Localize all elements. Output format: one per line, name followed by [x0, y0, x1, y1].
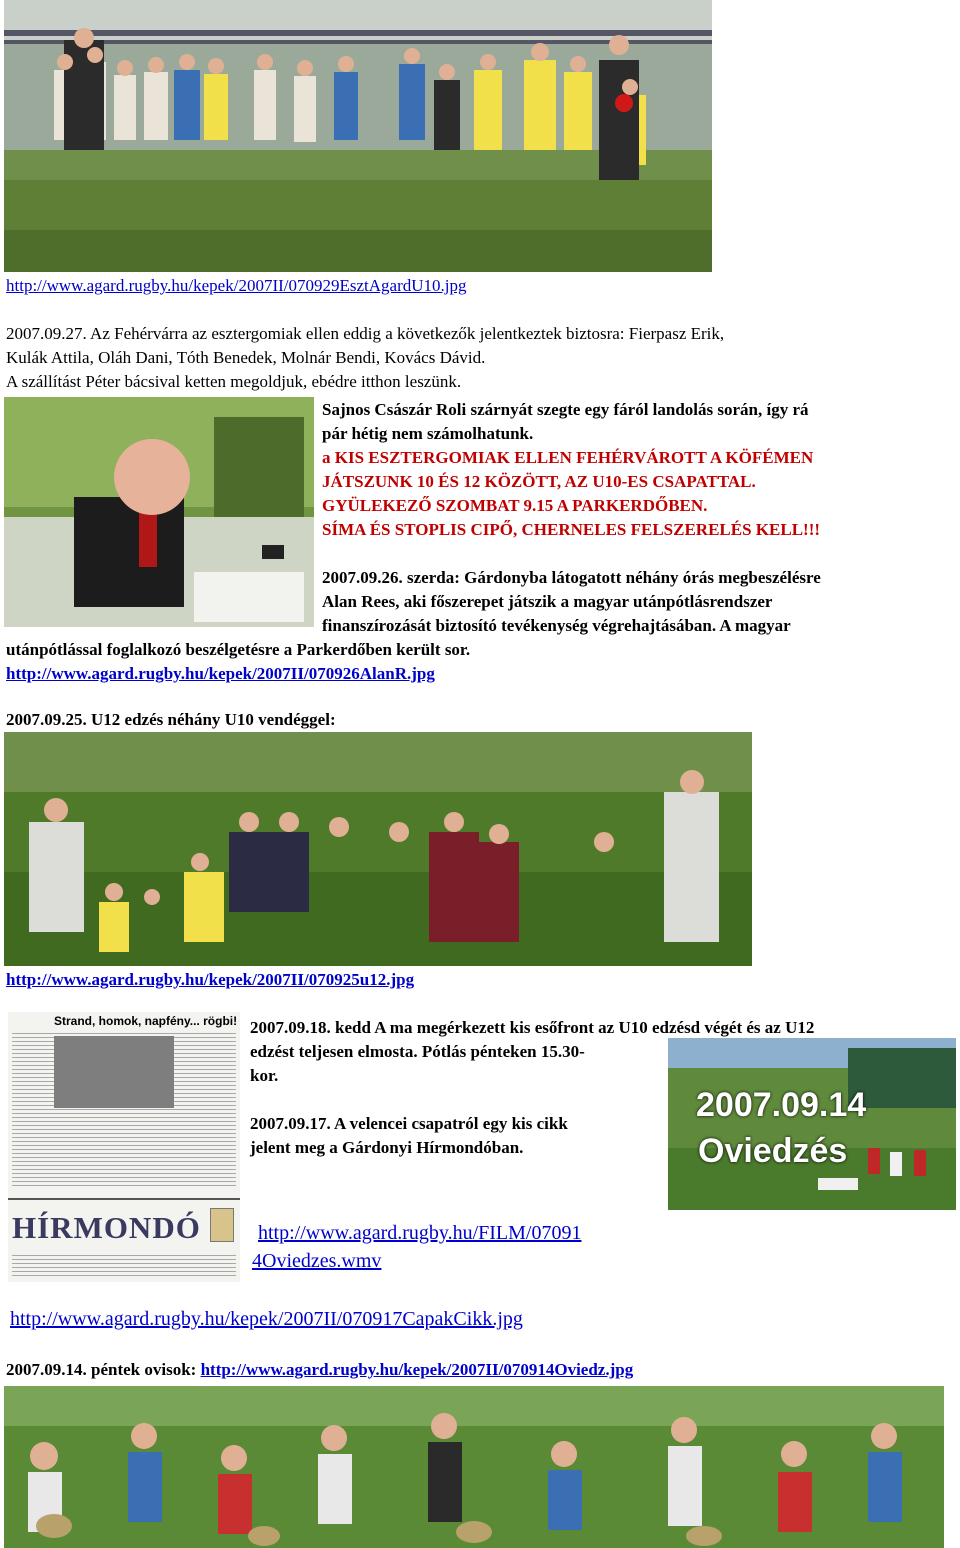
post-0927-line-2: Kulák Attila, Oláh Dani, Tóth Benedek, Molnár Bendi, Kovács Dávid.	[6, 348, 486, 367]
post-0914-link[interactable]: http://www.agard.rugby.hu/kepek/2007II/070914Oviedz.jpg	[200, 1360, 634, 1379]
newspaper-headline: Strand, homok, napfény... rögbi!	[54, 1014, 238, 1028]
newspaper-divider	[8, 1198, 240, 1200]
newspaper-photo	[54, 1036, 174, 1108]
newspaper-masthead: HÍRMONDÓ	[12, 1210, 201, 1245]
u10-team-photo-link[interactable]: http://www.agard.rugby.hu/kepek/2007II/070929EsztAgardU10.jpg	[6, 276, 467, 295]
post-0926-line-2: Alan Rees, aki főszerepet játszik a magyar utánpótlásrendszer	[322, 592, 773, 611]
post-0927-injury-line-1: Sajnos Császár Roli szárnyát szegte egy fáról landolás során, így rá	[322, 400, 809, 419]
post-0927-injury-line-2: pár hétig nem számolhatunk.	[322, 424, 534, 443]
alan-rees-photo	[4, 397, 314, 627]
post-0926-line-4: utánpótlással foglalkozó beszélgetésre a Parkerdőben került sor.	[6, 640, 471, 659]
post-0917-line-2: jelent meg a Gárdonyi Hírmondóban.	[250, 1138, 524, 1157]
post-0927-line-1: 2007.09.27. Az Fehérvárra az esztergomiak ellen eddig a következők jelentkeztek biztosra: Fierpasz Erik,	[6, 324, 725, 343]
post-0926-line-3: finanszírozását biztosító tevékenység végrehajtásában. A magyar	[322, 616, 791, 635]
crest-icon	[210, 1208, 234, 1242]
post-0914	[6, 1358, 633, 1382]
post-0927-announce-line-4: SÍMA ÉS STOPLIS CIPŐ, CHERNELES FELSZERELÉS KELL!!!	[322, 520, 821, 539]
film-link-line-1[interactable]: http://www.agard.rugby.hu/FILM/07091	[258, 1222, 582, 1244]
post-0918-line-1: 2007.09.18. kedd A ma megérkezett kis esőfront az U10 edzésd végét és az U12	[250, 1018, 815, 1037]
video-overlay-title: Oviedzés	[698, 1132, 848, 1170]
post-0926-link[interactable]: http://www.agard.rugby.hu/kepek/2007II/070926AlanR.jpg	[6, 664, 435, 683]
post-0925-heading: 2007.09.25. U12 edzés néhány U10 vendéggel:	[6, 710, 336, 729]
post-0927-announce-line-3: GYÜLEKEZŐ SZOMBAT 9.15 A PARKERDŐBEN.	[322, 496, 708, 515]
u10-team-photo	[4, 0, 712, 272]
newspaper-clipping	[8, 1012, 240, 1282]
film-link-line-2[interactable]: 4Oviedzes.wmv	[252, 1250, 382, 1272]
cikk-link[interactable]: http://www.agard.rugby.hu/kepek/2007II/070917CapakCikk.jpg	[10, 1308, 523, 1330]
oviedzes-video-still	[668, 1038, 956, 1210]
post-0925-link[interactable]: http://www.agard.rugby.hu/kepek/2007II/070925u12.jpg	[6, 970, 415, 989]
post-0918-line-3: kor.	[250, 1066, 279, 1085]
post-0918-line-2: edzést teljesen elmosta. Pótlás pénteken 15.30-	[250, 1042, 585, 1061]
post-0926-line-1: 2007.09.26. szerda: Gárdonyba látogatott néhány órás megbeszélésre	[322, 568, 821, 587]
u12-training-photo	[4, 732, 752, 966]
video-overlay-date: 2007.09.14	[696, 1086, 867, 1124]
post-0927-announce-line-2: JÁTSZUNK 10 ÉS 12 KÖZÖTT, AZ U10-ES CSAPATTAL.	[322, 472, 756, 491]
preschool-kids-photo	[4, 1386, 944, 1548]
post-0917-line-1: 2007.09.17. A velencei csapatról egy kis cikk	[250, 1114, 568, 1133]
newspaper-footer-lines	[12, 1252, 236, 1276]
post-0914-label: 2007.09.14. péntek ovisok:	[6, 1360, 201, 1379]
post-0927-announce-line-1: a KIS ESZTERGOMIAK ELLEN FEHÉRVÁROTT A KÖFÉMEN	[322, 448, 814, 467]
post-0927-line-3: A szállítást Péter bácsival ketten megoldjuk, ebédre itthon leszünk.	[6, 372, 462, 391]
